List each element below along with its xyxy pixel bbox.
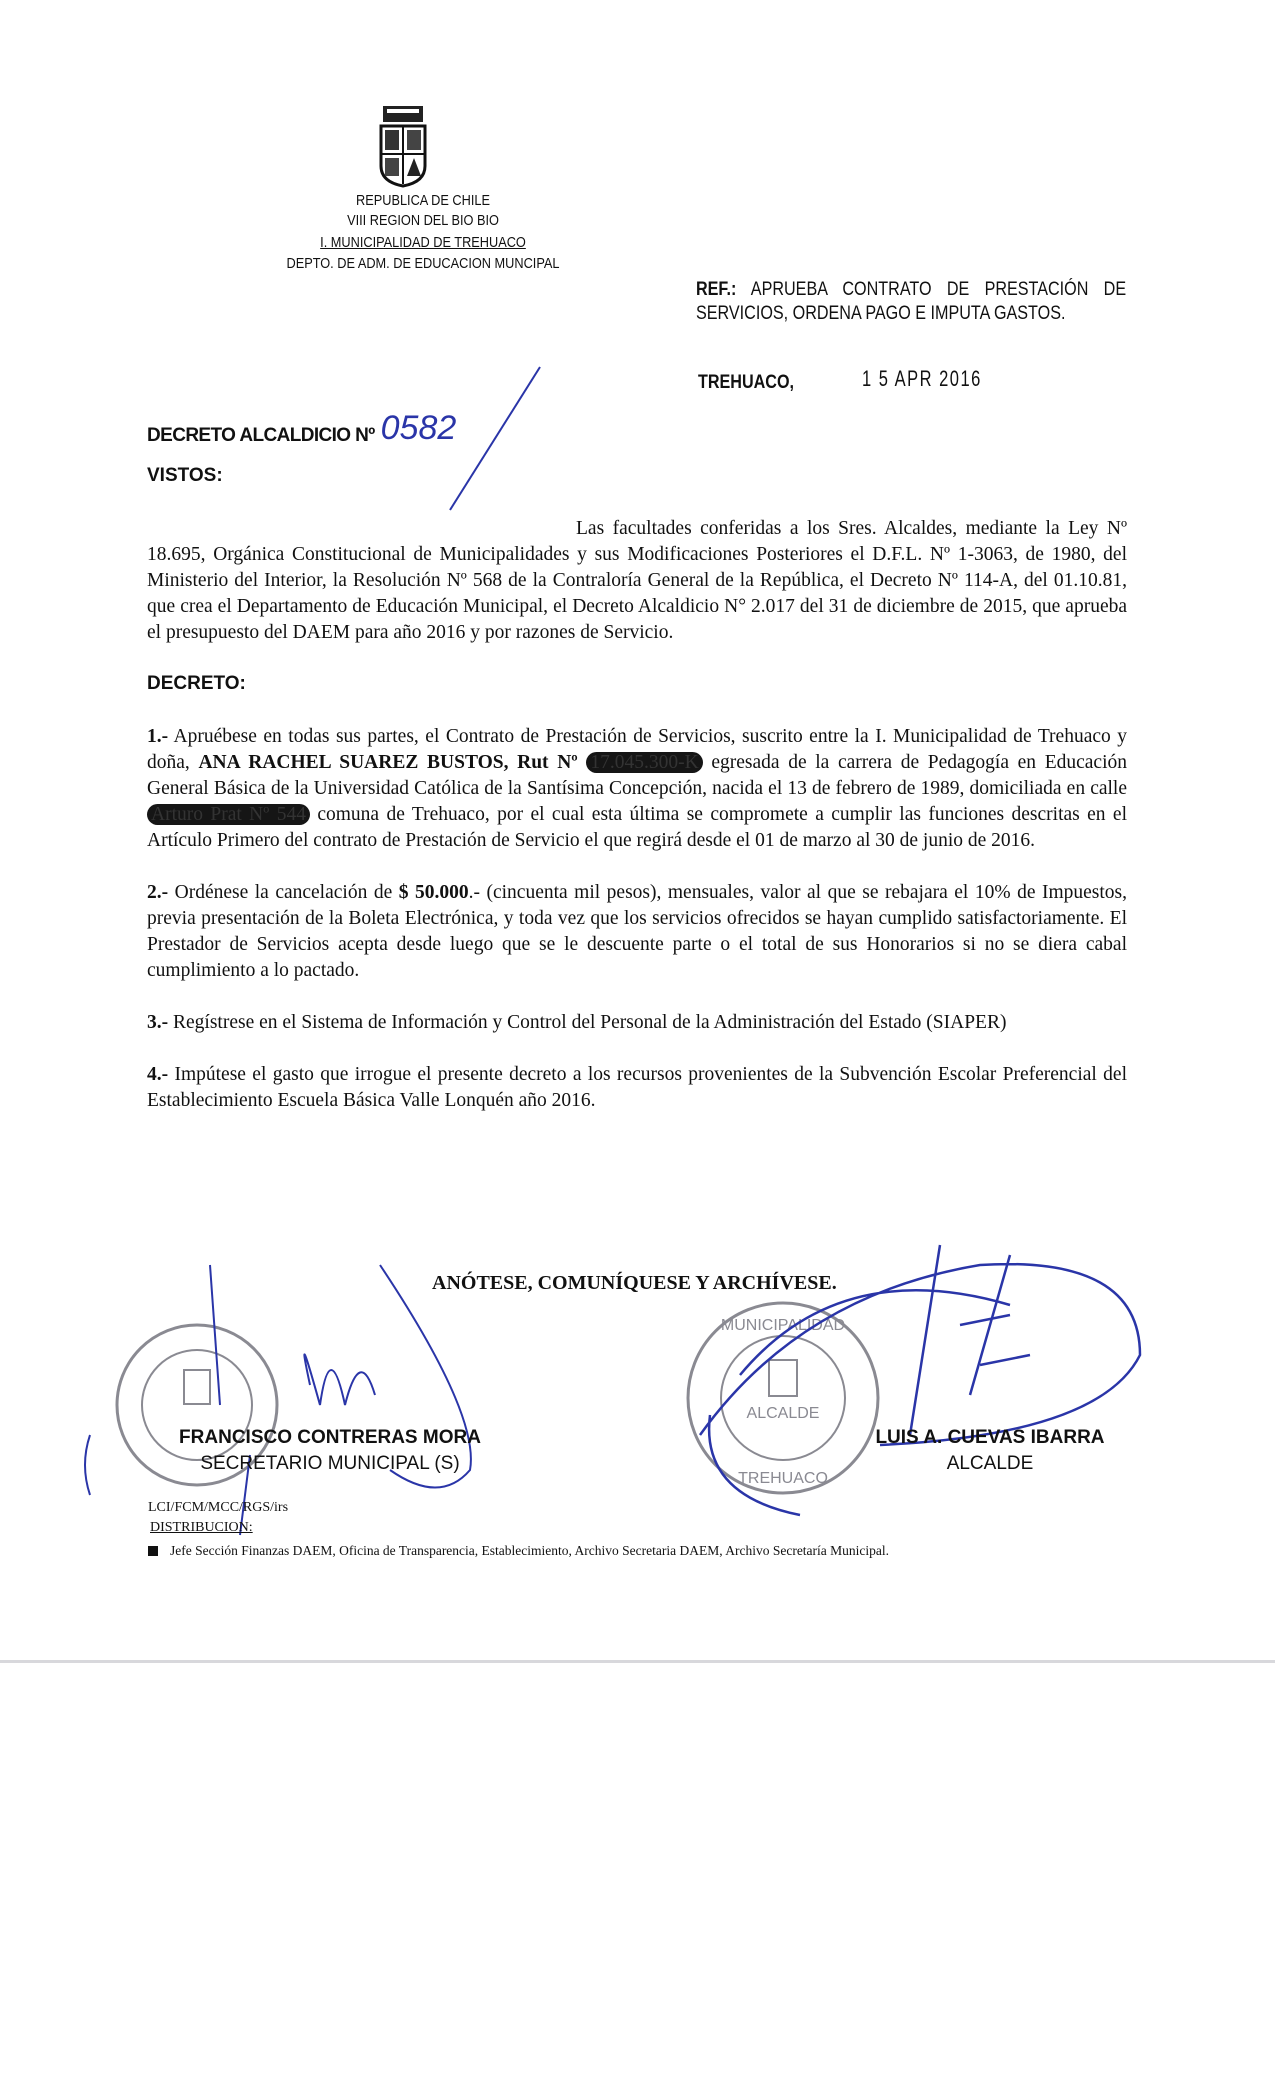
article-text: Ordénese la cancelación de [168, 882, 399, 903]
article-text: .- (cincuenta mil pesos), mensuales, valor al que se rebajara el 10% de Impuestos, previa presentación de la Boleta Electrónica, y toda vez que los servicios ofrecidos se hayan cumplido satisfactoriamente. El Prestador de Servicios acepta desde luego que se le descuente parte o el total de sus Honorarios si no se diera cabal cumplimiento a lo pactado. [147, 882, 1128, 981]
signatory-role-secretary: SECRETARIO MUNICIPAL (S) [200, 1453, 460, 1474]
article-number: 4.- [147, 1064, 169, 1085]
secretary-signature [60, 1255, 500, 1535]
place: TREHUACO, [698, 372, 795, 393]
svg-text:MUNICIPALIDAD: MUNICIPALIDAD [720, 1317, 846, 1334]
signatory-role-mayor: ALCALDE [946, 1453, 1034, 1474]
payment-amount: $ 50.000 [398, 882, 469, 903]
coat-of-arms-logo [375, 104, 431, 188]
reference [696, 278, 1126, 326]
redacted-address: Arturo Prat Nº 544 [147, 804, 310, 825]
redacted-rut: 17.045.300-K [586, 752, 702, 773]
article-text: Regístrese en el Sistema de Información y Control del Personal de la Administración del Estado (SIAPER) [168, 1012, 1007, 1033]
decree-body [147, 464, 1127, 1140]
article-2 [147, 880, 1127, 984]
distribution-text: Jefe Sección Finanzas DAEM, Oficina de Transparencia, Establecimiento, Archivo Secretaria DAEM, Archivo Secretaría Municipal. [170, 1543, 890, 1558]
decree-number: 0582 [380, 409, 457, 447]
article-text: Apruébese en todas sus partes, el Contrato de Prestación de Servicios, suscrito entre la I. Municipalidad de Trehuaco y doña, [147, 726, 1127, 773]
decree-label: DECRETO ALCALDICIO Nº [147, 425, 375, 446]
article-number: 1.- [147, 726, 169, 747]
article-4 [147, 1062, 1127, 1114]
vistos-title: VISTOS: [147, 465, 223, 486]
article-number: 2.- [147, 882, 169, 903]
svg-text:TREHUACO: TREHUACO [738, 1470, 828, 1487]
initials: LCI/FCM/MCC/RGS/irs [148, 1500, 289, 1515]
article-3 [147, 1010, 1127, 1036]
header-department: DEPTO. DE ADM. DE EDUCACION MUNCIPAL [286, 255, 560, 272]
date-stamp: 1 5 APR 2016 [862, 366, 982, 391]
signatory-name-secretary: FRANCISCO CONTRERAS MORA [179, 1427, 481, 1448]
signatory-name-mayor: LUIS A. CUEVAS IBARRA [875, 1427, 1105, 1448]
closing-formula: ANÓTESE, COMUNÍQUESE Y ARCHÍVESE. [432, 1272, 837, 1294]
header-region: VIII REGION DEL BIO BIO [347, 212, 499, 229]
vistos-text: Las facultades conferidas a los Sres. Alcaldes, mediante la Ley Nº 18.695, Orgánica Constitucional de Municipalidades y sus Modificaciones Posteriores el D.F.L. Nº 1-3063, de 1980, del Ministerio del Interior, la Resolución Nº 568 de la Contraloría General de la República, el Decreto Nº 114-A, del 01.10.81, que crea el Departamento de Educación Municipal, el Decreto Alcaldicio N° 2.017 del 31 de diciembre de 2015, que aprueba el presupuesto del DAEM para año 2016 y por razones de Servicio. [147, 518, 1127, 643]
article-text: comuna de Trehuaco, por el cual esta última se compromete a cumplir las funciones descritas en el Artículo Primero del contrato de Prestación de Servicio el que regirá desde el 01 de marzo al 30 de junio de 2016. [147, 804, 1128, 851]
article-text: Impútese el gasto que irrogue el presente decreto a los recursos provenientes de la Subvención Escolar Preferencial del Establecimiento Escuela Básica Valle Lonquén año 2016. [147, 1064, 1127, 1111]
distribution-item [148, 1543, 889, 1559]
article-1 [147, 724, 1127, 854]
reference-label: REF.: [696, 279, 737, 300]
article-text: egresada de la carrera de Pedagogía en Educación General Básica de la Universidad Católica de la Santísima Concepción, nacida el 13 de febrero de 1989, domiciliada en calle [147, 752, 1127, 799]
decree-heading [147, 408, 456, 448]
header-municipality: I. MUNICIPALIDAD DE TREHUACO [320, 234, 526, 251]
distribution-label: DISTRIBUCION: [150, 1520, 253, 1535]
bullet-icon [148, 1546, 158, 1556]
article-number: 3.- [147, 1012, 169, 1033]
svg-text:ALCALDE: ALCALDE [746, 1405, 820, 1422]
reference-text: APRUEBA CONTRATO DE PRESTACIÓN DE SERVICIOS, ORDENA PAGO E IMPUTA GASTOS. [696, 279, 1127, 324]
decreto-title: DECRETO: [147, 673, 246, 694]
header-republic: REPUBLICA DE CHILE [356, 192, 490, 209]
mayor-signature [680, 1235, 1150, 1535]
beneficiary-name: ANA RACHEL SUAREZ BUSTOS, Rut Nº [198, 752, 578, 773]
